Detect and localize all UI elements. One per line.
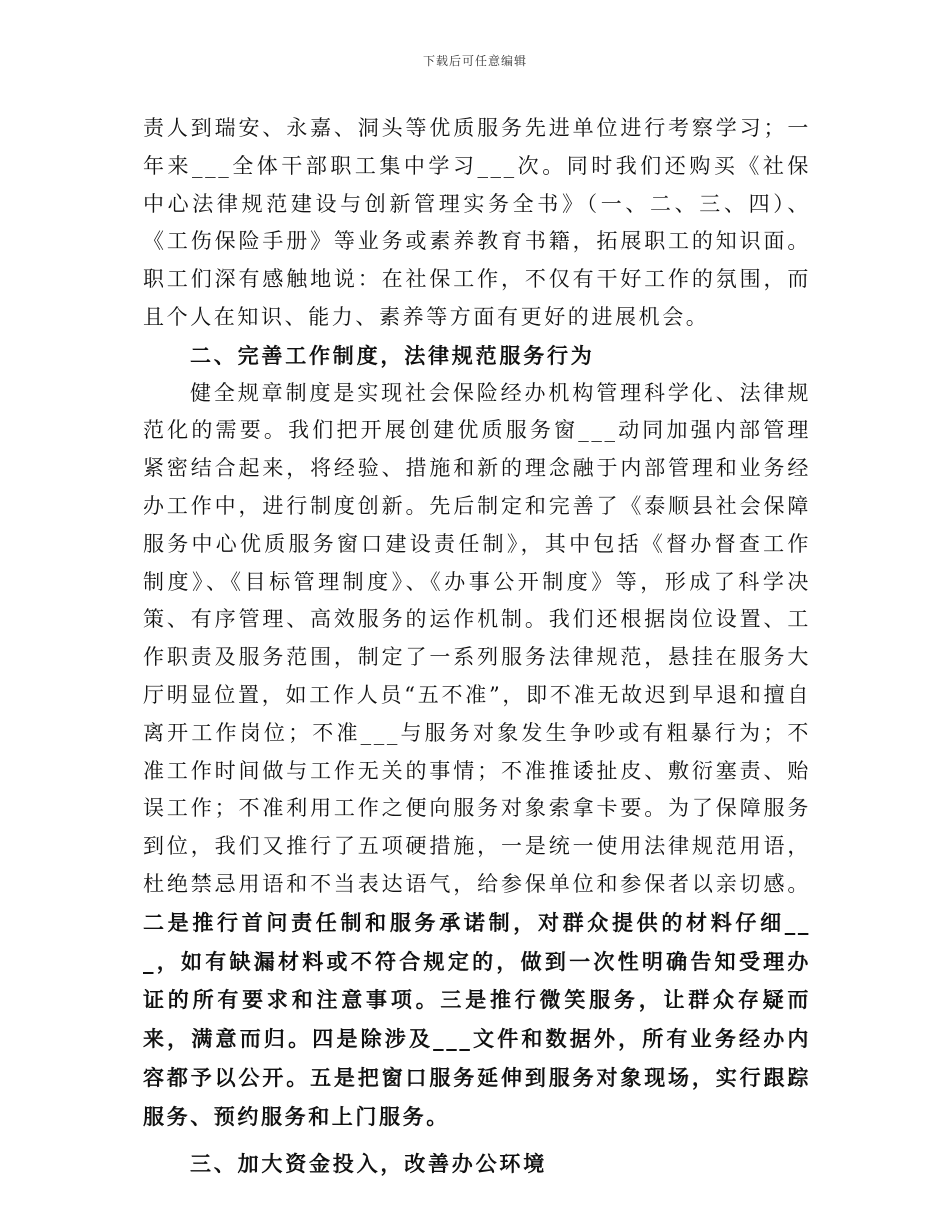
paragraph-work-system-normal: 健全规章制度是实现社会保险经办机构管理科学化、法律规范化的需要。我们把开展创建优质服务窗___动同加强内部管理紧密结合起来，将经验、措施和新的理念融于内部管理和业务经办工作中，进行制度创新。先后制定和完善了《泰顺县社会保障服务中心优质服务窗口建设责任制》，其中包括《督办督查工作制度》、《目标管理制度》、《办事公开制度》等，形成了科学决策、有序管理、高效服务的运作机制。我们还根据岗位设置、工作职责及服务范围，制定了一系列服务法律规范，悬挂在服务大厅明显位置，如工作人员“五不准”，即不准无故迟到早退和擅自离开工作岗位；不准___与服务对象发生争吵或有粗暴行为；不准工作时间做与工作无关的事情；不准推诿扯皮、敷衍塞责、贻误工作；不准利用工作之便向服务对象索拿卡要。为了保障服务到位，我们又推行了五项硬措施，一是统一使用法律规范用语，杜绝禁忌用语和不当表达语气，给参保单位和参保者以亲切感。 <box>143 380 811 896</box>
paragraph-study: 责人到瑞安、永嘉、洞头等优质服务先进单位进行考察学习；一年来___全体干部职工集中学习___次。同时我们还购买《社保中心法律规范建设与创新管理实务全书》（一、二、三、四）、《工伤保险手册》等业务或素养教育书籍，拓展职工的知识面。职工们深有感触地说：在社保工作，不仅有干好工作的氛围，而且个人在知识、能力、素养等方面有更好的进展机会。 <box>143 116 811 329</box>
section-heading-3: 三、加大资金投入，改善办公环境 <box>190 1150 547 1176</box>
paragraph-work-system-bold: 二是推行首问责任制和服务承诺制，对群众提供的材料仔细___，如有缺漏材料或不符合规定的，做到一次性明确告知受理办证的所有要求和注意事项。三是推行微笑服务，让群众存疑而来，满意而归。四是除涉及___文件和数据外，所有业务经办内容都予以公开。五是把窗口服务延伸到服务对象现场，实行跟踪服务、预约服务和上门服务。 <box>143 909 811 1129</box>
page-header-note: 下载后可任意编辑 <box>422 54 527 68</box>
section-heading-2: 二、完善工作制度，法律规范服务行为 <box>190 342 595 368</box>
document-body <box>143 110 811 1182</box>
paragraph-work-system <box>143 375 811 1137</box>
